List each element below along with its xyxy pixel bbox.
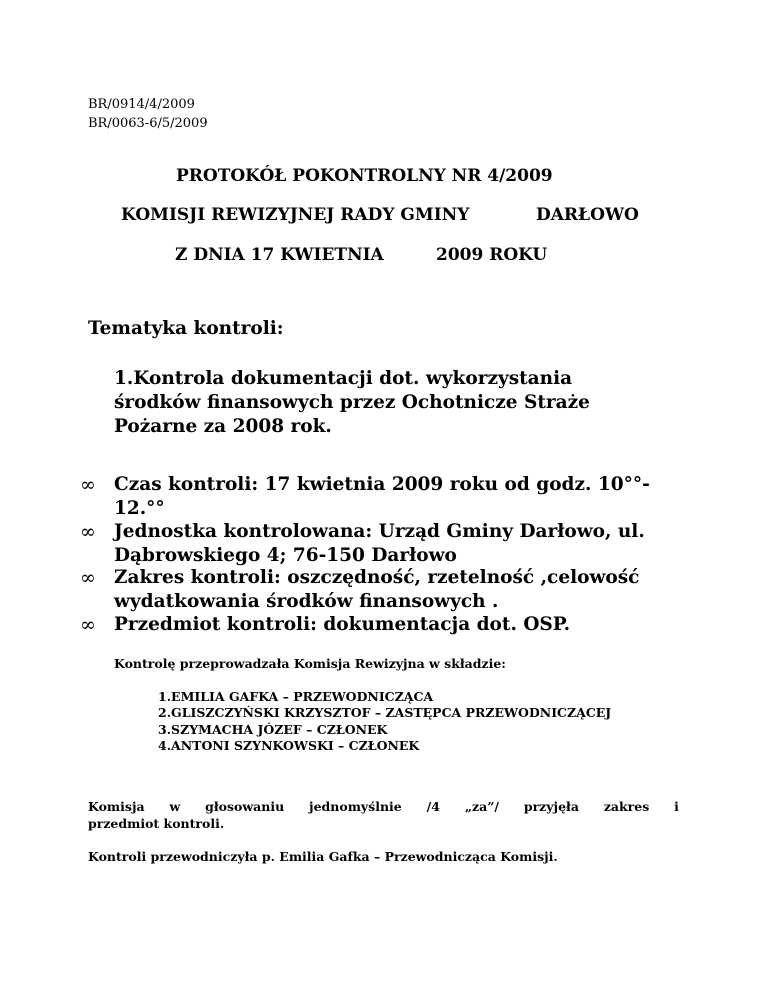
infinity-bullet-icon: ∞ [80,474,96,496]
vote-word: przyjęła [523,799,579,814]
document-title: PROTOKÓŁ POKONTROLNY NR 4/2009 [176,166,553,186]
list-item: 2.GLISZCZYŃSKI KRZYSZTOF – ZASTĘPCA PRZEWODNICZĄCEJ [158,705,612,720]
bullet-subject-line-1: Przedmiot kontroli: dokumentacja dot. OSP. [114,614,571,635]
bullet-scope-line-1: Zakres kontroli: oszczędność, rzetelność ,celowość [114,567,640,588]
title-date: Z DNIA 17 KWIETNIA [175,245,384,265]
topic-heading: Tematyka kontroli: [88,318,284,339]
vote-sentence-line-2: przedmiot kontroli. [88,816,225,831]
list-item: 4.ANTONI SZYNKOWSKI – CZŁONEK [158,738,420,753]
vote-word: głosowaniu [205,799,285,814]
vote-word: zakres [603,799,650,814]
reference-number-1: BR/0914/4/2009 [88,97,195,112]
vote-word: „za”/ [464,799,499,814]
topic-line-1: 1.Kontrola dokumentacji dot. wykorzystania [114,368,573,389]
bullet-time-line-1: Czas kontroli: 17 kwietnia 2009 roku od godz. 10°°- [114,474,650,495]
bullet-unit-line-2: Dąbrowskiego 4; 76-150 Darłowo [114,545,457,566]
vote-sentence-line-1 [88,798,679,815]
vote-word: i [674,799,679,814]
title-committee: KOMISJI REWIZYJNEJ RADY GMINY [121,205,470,225]
list-item: 3.SZYMACHA JÓZEF – CZŁONEK [158,722,388,737]
vote-word: /4 [426,799,440,814]
bullet-unit-line-1: Jednostka kontrolowana: Urząd Gminy Darłowo, ul. [114,521,645,542]
title-municipality: DARŁOWO [536,205,639,225]
topic-line-3: Pożarne za 2008 rok. [114,416,332,437]
topic-line-2: środków finansowych przez Ochotnicze Straże [114,392,590,413]
infinity-bullet-icon: ∞ [80,567,96,589]
infinity-bullet-icon: ∞ [80,614,96,636]
vote-word: Komisja [88,799,145,814]
chair-sentence: Kontroli przewodniczyła p. Emilia Gafka – Przewodnicząca Komisji. [88,849,558,864]
bullet-scope-line-2: wydatkowania środków finansowych . [114,591,499,612]
title-year: 2009 ROKU [436,245,548,265]
vote-word: jednomyślnie [309,799,402,814]
vote-word: w [169,799,181,814]
infinity-bullet-icon: ∞ [80,521,96,543]
bullet-time-line-2: 12.°° [114,498,165,519]
reference-number-2: BR/0063-6/5/2009 [88,116,208,131]
committee-intro: Kontrolę przeprowadzała Komisja Rewizyjna w składzie: [114,656,506,671]
list-item: 1.EMILIA GAFKA – PRZEWODNICZĄCA [158,689,434,704]
